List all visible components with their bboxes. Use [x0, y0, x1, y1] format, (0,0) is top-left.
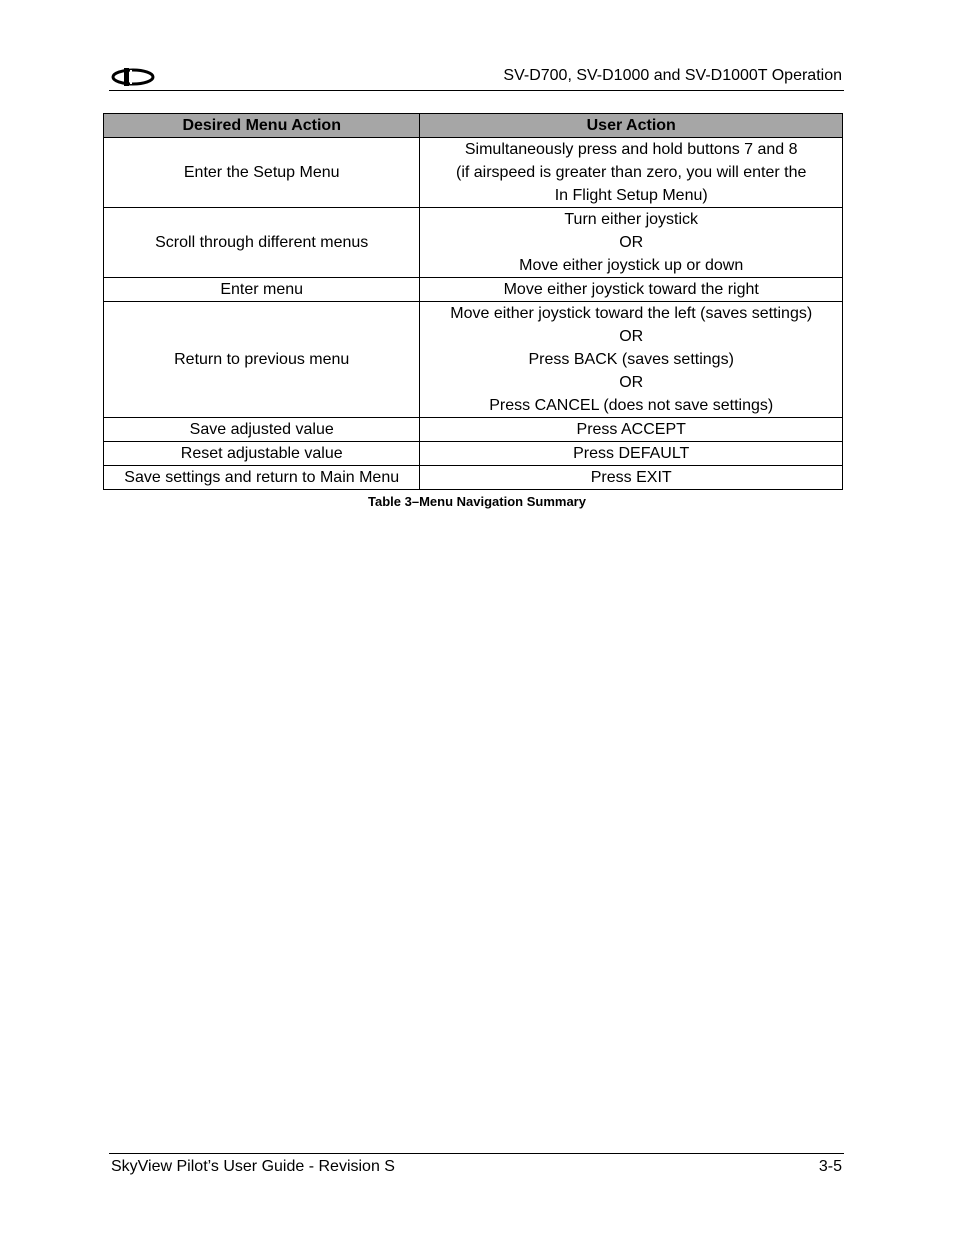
- page-footer: [109, 1153, 844, 1182]
- user-action-line: Press DEFAULT: [573, 445, 690, 462]
- column-header-user-action: User Action: [420, 114, 843, 138]
- desired-action-cell: Scroll through different menus: [104, 208, 420, 278]
- table-row: [104, 466, 843, 490]
- table-row: [104, 278, 843, 302]
- desired-action-cell: Return to previous menu: [104, 302, 420, 418]
- user-action-cell: [420, 278, 843, 302]
- user-action-cell: [420, 302, 843, 418]
- table-header-row: [104, 114, 843, 138]
- user-action-line: (if airspeed is greater than zero, you will enter the: [456, 164, 807, 181]
- table-row: [104, 302, 843, 418]
- desired-action-cell: Save adjusted value: [104, 418, 420, 442]
- user-action-line: Press EXIT: [590, 469, 672, 486]
- user-action-line: In Flight Setup Menu): [554, 187, 708, 204]
- user-action-line: Move either joystick toward the left (saves settings): [450, 305, 813, 322]
- dynon-logo-icon: [109, 66, 157, 88]
- table-caption: Table 3–Menu Navigation Summary: [368, 494, 586, 509]
- desired-action-cell: Save settings and return to Main Menu: [104, 466, 420, 490]
- table-row: [104, 208, 843, 278]
- user-action-cell: [420, 442, 843, 466]
- user-action-line: Turn either joystick: [564, 211, 699, 228]
- desired-action-cell: Enter the Setup Menu: [104, 138, 420, 208]
- footer-title: SkyView Pilot’s User Guide - Revision S: [111, 1158, 395, 1175]
- user-action-line: OR: [619, 234, 644, 251]
- user-action-line: Press BACK (saves settings): [528, 351, 734, 368]
- desired-action-cell: Enter menu: [104, 278, 420, 302]
- user-action-cell: [420, 138, 843, 208]
- header-title: SV-D700, SV-D1000 and SV-D1000T Operation: [503, 67, 842, 84]
- table-row: [104, 138, 843, 208]
- user-action-line: Press CANCEL (does not save settings): [489, 397, 774, 414]
- user-action-line: OR: [619, 374, 644, 391]
- user-action-line: Press ACCEPT: [576, 421, 686, 438]
- page-header: [109, 64, 844, 91]
- user-action-line: OR: [619, 328, 644, 345]
- user-action-line: Simultaneously press and hold buttons 7 and 8: [464, 141, 798, 158]
- table-row: [104, 442, 843, 466]
- user-action-cell: [420, 418, 843, 442]
- page-number: 3-5: [818, 1158, 842, 1175]
- desired-action-cell: Reset adjustable value: [104, 442, 420, 466]
- user-action-cell: [420, 466, 843, 490]
- user-action-line: Move either joystick up or down: [519, 257, 744, 274]
- menu-navigation-table: [103, 113, 843, 490]
- column-header-desired-menu-action: Desired Menu Action: [104, 114, 420, 138]
- user-action-cell: [420, 208, 843, 278]
- user-action-line: Move either joystick toward the right: [503, 281, 759, 298]
- table-row: [104, 418, 843, 442]
